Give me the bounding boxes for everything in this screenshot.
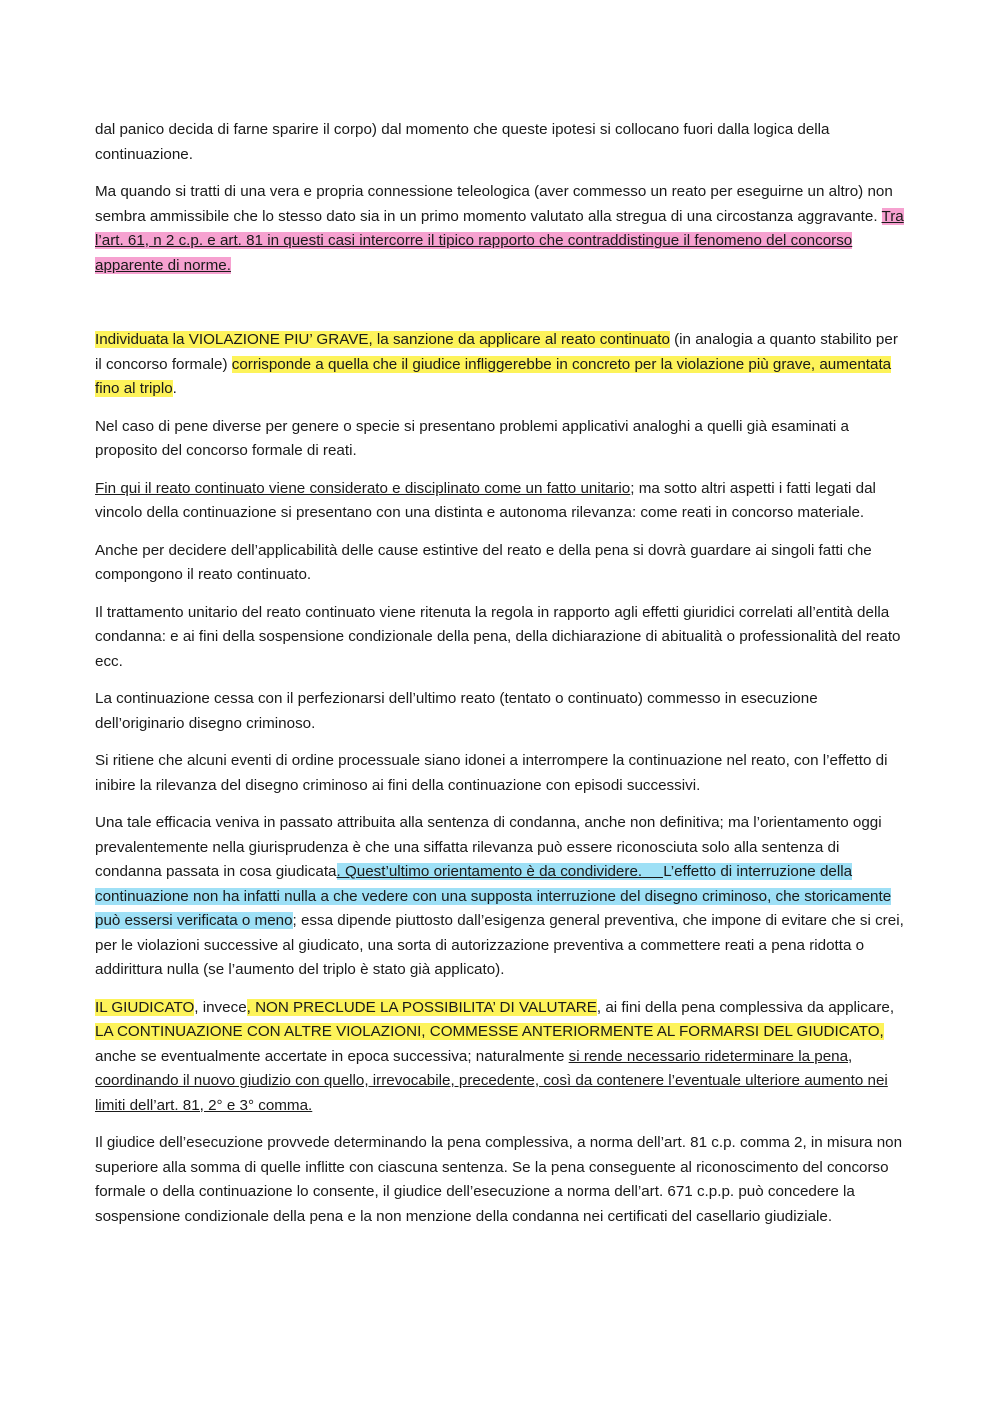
paragraph-gap <box>95 291 907 328</box>
text-segment: La continuazione cessa con il perfezionarsi dell’ultimo reato (tentato o continuato) commesso in esecuzione dell’originario disegno criminoso. <box>95 690 818 732</box>
paragraph-3 <box>95 328 907 402</box>
paragraph-2 <box>95 180 907 278</box>
highlighted-text-pink: Tra l’art. 61, n 2 c.p. e art. 81 in questi casi intercorre il tipico rapporto che contraddistingue il fenomeno del concorso apparente di norme. <box>95 207 904 274</box>
text-segment: (in analogia a quanto stabilito per il concorso formale) <box>95 331 898 373</box>
paragraph-11 <box>95 996 907 1119</box>
text-segment: Il trattamento unitario del reato continuato viene ritenuta la regola in rapporto agli effetti giuridici correlati all’entità della condanna: e ai fini della sospensione condizionale della pena, della dichiarazione di abitualità o professionalità del reato ecc. <box>95 603 901 670</box>
paragraph-4 <box>95 415 907 464</box>
highlighted-text-blue: L’effetto di interruzione della continuazione non ha infatti nulla a che vedere con una supposta interruzione del disegno criminoso, che storicamente può essersi verificata o meno <box>95 863 892 929</box>
document-page <box>95 118 907 1242</box>
highlighted-text-yellow: LA CONTINUAZIONE CON ALTRE VIOLAZIONI, COMMESSE ANTERIORMENTE AL FORMARSI DEL GIUDICATO, <box>95 1023 884 1040</box>
paragraph-1 <box>95 118 907 167</box>
text-segment: Il giudice dell’esecuzione provvede determinando la pena complessiva, a norma dell’art. 81 c.p. comma 2, in misura non superiore alla somma di quelle inflitte con ciascuna sentenza. Se la pena conseguente al riconoscimento del concorso formale o della continuazione lo consente, il giudice dell’esecuzione a norma dell’art. 671 c.p.p. può concedere la sospensione condizionale della pena e la non menzione della condanna nei certificati del casellario giudiziale. <box>95 1134 903 1225</box>
text-segment: Si ritiene che alcuni eventi di ordine processuale siano idonei a interrompere la continuazione nel reato, con l’effetto di inibire la rilevanza del disegno criminoso ai fini della continuazione con episodi successivi. <box>95 752 888 794</box>
paragraph-12 <box>95 1131 907 1229</box>
paragraph-10 <box>95 811 907 983</box>
paragraph-7 <box>95 601 907 675</box>
underlined-text: Fin qui il reato continuato viene considerato e disciplinato come un fatto unitario <box>95 479 631 497</box>
text-segment: Nel caso di pene diverse per genere o specie si presentano problemi applicativi analoghi a quelli già esaminati a proposito del concorso formale di reati. <box>95 417 849 459</box>
text-segment: Una tale efficacia veniva in passato attribuita alla sentenza di condanna, anche non definitiva; ma l’orientamento oggi prevalentemente nella giurisprudenza è che una siffatta rilevanza può essere riconosciuta solo alla sentenza di condanna passata in cosa giudicata <box>95 814 882 880</box>
text-segment: . <box>172 380 177 397</box>
text-segment: ; ma sotto altri aspetti i fatti legati dal vincolo della continuazione si presentano con una distinta e autonoma rilevanza: come reati in concorso materiale. <box>95 479 876 521</box>
text-segment: ; essa dipende piuttosto dall’esigenza general preventiva, che impone di evitare che si crei, per le violazioni successive al giudicato, una sorta di autorizzazione preventiva a commettere reati a pena ridotta o addirittura nulla (se l’aumento del triplo è stato già applicato). <box>95 912 904 978</box>
text-segment: dal panico decida di farne sparire il corpo) dal momento che queste ipotesi si collocano fuori dalla logica della continuazione. <box>95 121 830 163</box>
paragraph-9 <box>95 749 907 798</box>
highlighted-text-yellow: Individuata la VIOLAZIONE PIU’ GRAVE, la sanzione da applicare al reato continuato <box>95 331 670 348</box>
highlighted-text-yellow: IL GIUDICATO <box>95 998 195 1016</box>
text-segment: , ai fini della pena complessiva da applicare, <box>596 998 895 1016</box>
highlighted-text-yellow: corrisponde a quella che il giudice infliggerebbe in concreto per la violazione più grave, aumentata fino al triplo <box>95 355 892 397</box>
paragraph-5 <box>95 477 907 526</box>
text-segment: Ma quando si tratti di una vera e propria connessione teleologica (aver commesso un reato per eseguirne un altro) non sembra ammissibile che lo stesso dato sia in un primo momento valutato alla stregua di una circostanza aggravante. <box>95 183 893 225</box>
text-segment: , invece <box>194 998 247 1016</box>
underlined-text: si rende necessario rideterminare la pena, coordinando il nuovo giudizio con quello, irrevocabile, precedente, così da contenere l’eventuale ulteriore aumento nei limiti dell’art. 81, 2° e 3° comma. <box>95 1047 888 1114</box>
text-segment: Anche per decidere dell’applicabilità delle cause estintive del reato e della pena si dovrà guardare ai singoli fatti che compongono il reato continuato. <box>95 541 872 583</box>
highlighted-text-blue: . Quest’ultimo orientamento è da condividere. <box>336 863 664 880</box>
highlighted-text-yellow: , NON PRECLUDE LA POSSIBILITA’ DI VALUTARE <box>246 998 597 1016</box>
paragraph-8 <box>95 687 907 736</box>
paragraph-6 <box>95 539 907 588</box>
text-segment: anche se eventualmente accertate in epoca successiva; naturalmente <box>95 1047 569 1065</box>
